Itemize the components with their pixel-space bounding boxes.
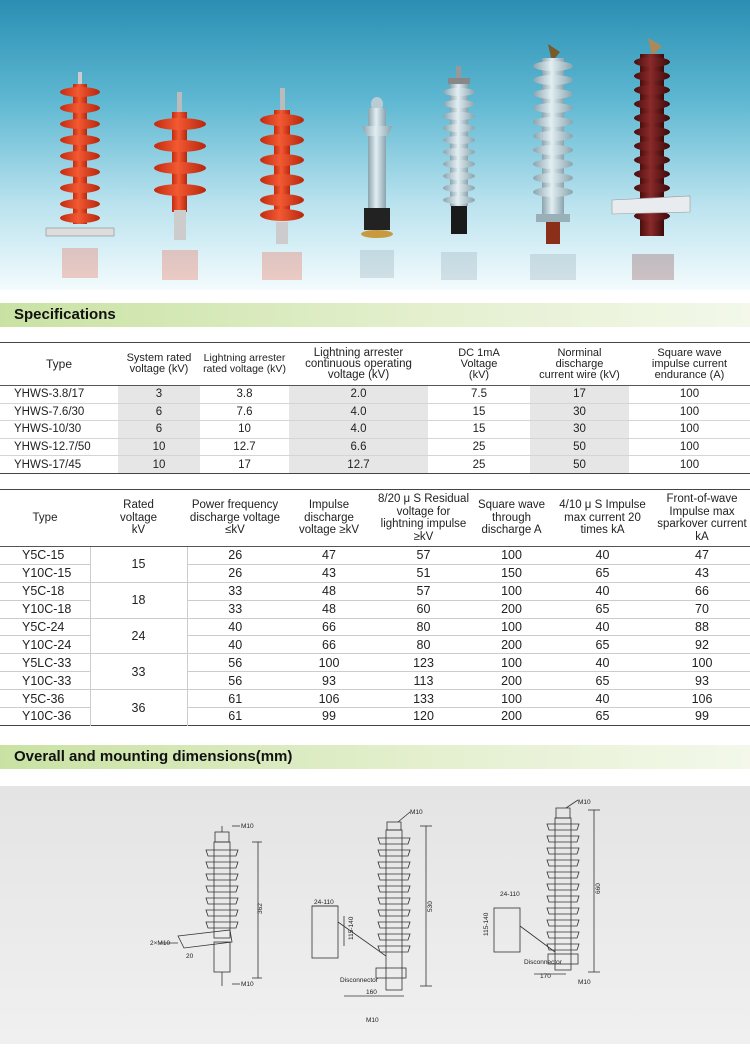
table-cell: 99 (283, 708, 375, 726)
table-cell: 66 (283, 636, 375, 654)
table-row (0, 438, 750, 456)
col-header-rated-voltage: Lightning arrester rated voltage (kV) (200, 343, 289, 386)
table-cell: 120 (375, 708, 472, 726)
table-header-row (0, 490, 750, 547)
table-cell: 30 (530, 421, 629, 439)
d2-bracket-w: 24-110 (314, 899, 334, 906)
table-cell: 17 (530, 386, 629, 404)
cell-rated-voltage: 18 (90, 582, 187, 618)
drawing-3 (494, 800, 600, 974)
arrester-5 (441, 66, 477, 280)
table-cell: 17 (200, 456, 289, 474)
table-cell: 106 (654, 690, 750, 708)
arrester-7 (612, 38, 690, 280)
table-cell: 51 (375, 564, 472, 582)
table-cell: 100 (629, 456, 750, 474)
table-cell: 100 (472, 547, 551, 565)
table-cell: 65 (551, 636, 654, 654)
table-cell: 65 (551, 708, 654, 726)
table-cell: 40 (187, 636, 283, 654)
cell-type: Y10C-33 (0, 672, 90, 690)
d3-bracket-w: 24-110 (500, 891, 520, 898)
arrester-6 (530, 44, 576, 280)
table-cell: 56 (187, 654, 283, 672)
table-cell: 40 (551, 690, 654, 708)
cell-type: YHWS-10/30 (0, 421, 118, 439)
table-cell: 40 (187, 618, 283, 636)
table-cell: 100 (472, 690, 551, 708)
table-cell: 10 (118, 456, 200, 474)
cell-type: YHWS-3.8/17 (0, 386, 118, 404)
d3-base: 170 (540, 973, 551, 980)
table-cell: 100 (472, 654, 551, 672)
col-header-discharge-current: Norminal discharge current wire (kV) (530, 343, 629, 386)
col-header-type: Type (0, 343, 118, 386)
table-cell: 133 (375, 690, 472, 708)
table-cell: 100 (629, 438, 750, 456)
technical-drawings (0, 786, 750, 1044)
col-header-type: Type (0, 490, 90, 547)
table-cell: 200 (472, 636, 551, 654)
cell-type: YHWS-12.7/50 (0, 438, 118, 456)
spec-table-y5c (0, 489, 750, 726)
product-photo-banner (0, 0, 750, 290)
spec-table-yhws (0, 342, 750, 474)
table-cell: 2.0 (289, 386, 428, 404)
table-cell: 100 (472, 582, 551, 600)
d3-bottom-label: M10 (578, 979, 591, 986)
table-cell: 80 (375, 636, 472, 654)
table-row (0, 456, 750, 474)
table-cell: 100 (629, 386, 750, 404)
table-cell: 100 (629, 421, 750, 439)
cell-rated-voltage: 33 (90, 654, 187, 690)
arrester-3 (260, 88, 304, 280)
specifications-heading: Specifications (0, 303, 750, 327)
d2-base: 160 (366, 989, 377, 996)
col-header-rated-voltage: Rated voltage kV (90, 490, 187, 547)
dimension-drawings (0, 786, 750, 1044)
table-cell: 61 (187, 708, 283, 726)
col-header-impulse-discharge: Impulse discharge voltage ≥kV (283, 490, 375, 547)
arrester-4 (360, 97, 394, 278)
table-row (0, 618, 750, 636)
table-cell: 6 (118, 403, 200, 421)
table-cell: 25 (428, 456, 530, 474)
table-cell: 43 (654, 564, 750, 582)
col-header-dc-voltage: DC 1mA Voltage (kV) (428, 343, 530, 386)
col-header-power-frequency: Power frequency discharge voltage ≤kV (187, 490, 283, 547)
col-header-square-wave: Square wave through discharge A (472, 490, 551, 547)
table-cell: 93 (654, 672, 750, 690)
table-cell: 47 (283, 547, 375, 565)
table-cell: 30 (530, 403, 629, 421)
table-cell: 200 (472, 600, 551, 618)
table-cell: 7.6 (200, 403, 289, 421)
table-cell: 6.6 (289, 438, 428, 456)
table-cell: 26 (187, 547, 283, 565)
cell-type: Y10C-36 (0, 708, 90, 726)
table-cell: 65 (551, 672, 654, 690)
cell-type: Y5C-15 (0, 547, 90, 565)
d3-bracket-h: 115-140 (483, 912, 490, 936)
table-cell: 65 (551, 600, 654, 618)
table-cell: 26 (187, 564, 283, 582)
table-header-row (0, 343, 750, 386)
table-cell: 10 (200, 421, 289, 439)
col-header-system-voltage: System rated voltage (kV) (118, 343, 200, 386)
table-cell: 57 (375, 582, 472, 600)
cell-rated-voltage: 24 (90, 618, 187, 654)
cell-type: Y5C-18 (0, 582, 90, 600)
d3-height: 660 (595, 883, 602, 894)
d2-disconnector: Disconnector (340, 977, 378, 984)
table-cell: 106 (283, 690, 375, 708)
table-cell: 123 (375, 654, 472, 672)
table-cell: 100 (283, 654, 375, 672)
table-cell: 200 (472, 708, 551, 726)
cell-type: Y5LC-33 (0, 654, 90, 672)
table-cell: 12.7 (200, 438, 289, 456)
cell-rated-voltage: 15 (90, 547, 187, 583)
table-cell: 50 (530, 456, 629, 474)
drawing-1 (160, 826, 262, 986)
table-cell: 113 (375, 672, 472, 690)
table-cell: 4.0 (289, 421, 428, 439)
table-cell: 48 (283, 600, 375, 618)
d3-disconnector: Disconnector (524, 959, 562, 966)
cell-type: Y5C-36 (0, 690, 90, 708)
table-cell: 33 (187, 600, 283, 618)
table-cell: 3 (118, 386, 200, 404)
table-cell: 12.7 (289, 456, 428, 474)
table-row (0, 654, 750, 672)
table-cell: 15 (428, 421, 530, 439)
table-cell: 61 (187, 690, 283, 708)
table-cell: 100 (654, 654, 750, 672)
col-header-impulse-max-current: 4/10 μ S Impulse max current 20 times kA (551, 490, 654, 547)
table-cell: 100 (629, 403, 750, 421)
table-row (0, 386, 750, 404)
table-cell: 25 (428, 438, 530, 456)
col-header-continuous-voltage: Lightning arrester continuous operating voltage (kV) (289, 343, 428, 386)
cell-type: Y5C-24 (0, 618, 90, 636)
table-cell: 40 (551, 654, 654, 672)
table-cell: 4.0 (289, 403, 428, 421)
cell-rated-voltage: 36 (90, 690, 187, 726)
cell-type: YHWS-17/45 (0, 456, 118, 474)
table-row (0, 421, 750, 439)
table-cell: 88 (654, 618, 750, 636)
d1-height: 362 (257, 903, 264, 914)
d2-bottom-label: M10 (366, 1017, 379, 1024)
col-header-residual-voltage: 8/20 μ S Residual voltage for lightning impulse ≥kV (375, 490, 472, 547)
d3-top-label: M10 (578, 799, 591, 806)
table-cell: 57 (375, 547, 472, 565)
table-cell: 100 (472, 618, 551, 636)
d2-bracket-h: 115-140 (348, 916, 355, 940)
table-cell: 48 (283, 582, 375, 600)
table-cell: 92 (654, 636, 750, 654)
table-cell: 40 (551, 582, 654, 600)
table-cell: 65 (551, 564, 654, 582)
table-cell: 70 (654, 600, 750, 618)
cell-type: Y10C-18 (0, 600, 90, 618)
table-cell: 66 (654, 582, 750, 600)
d1-bottom-label: M10 (241, 981, 254, 988)
d2-top-label: M10 (410, 809, 423, 816)
table-cell: 80 (375, 618, 472, 636)
table-row (0, 547, 750, 565)
table-cell: 93 (283, 672, 375, 690)
arresters-illustration (0, 0, 750, 290)
cell-type: Y10C-15 (0, 564, 90, 582)
d1-small: 20 (186, 953, 194, 960)
arrester-1 (46, 72, 114, 278)
col-header-front-of-wave: Front-of-wave Impulse max sparkover current kA (654, 490, 750, 547)
table-cell: 10 (118, 438, 200, 456)
dimensions-heading: Overall and mounting dimensions(mm) (0, 745, 750, 769)
arrester-2 (154, 92, 206, 280)
table-row (0, 690, 750, 708)
table-cell: 33 (187, 582, 283, 600)
table-cell: 15 (428, 403, 530, 421)
table-cell: 60 (375, 600, 472, 618)
d1-top-label: M10 (241, 823, 254, 830)
cell-type: Y10C-24 (0, 636, 90, 654)
table-cell: 50 (530, 438, 629, 456)
table-cell: 43 (283, 564, 375, 582)
table-cell: 99 (654, 708, 750, 726)
d2-height: 530 (427, 901, 434, 912)
table-cell: 40 (551, 618, 654, 636)
d1-side-label: 2×M10 (150, 940, 171, 947)
table-cell: 66 (283, 618, 375, 636)
table-row (0, 403, 750, 421)
table-cell: 40 (551, 547, 654, 565)
col-header-square-wave: Square wave impulse current endurance (A) (629, 343, 750, 386)
table-cell: 3.8 (200, 386, 289, 404)
table-cell: 200 (472, 672, 551, 690)
table-cell: 150 (472, 564, 551, 582)
table-cell: 56 (187, 672, 283, 690)
table-cell: 47 (654, 547, 750, 565)
table-row (0, 582, 750, 600)
table-cell: 7.5 (428, 386, 530, 404)
table-cell: 6 (118, 421, 200, 439)
cell-type: YHWS-7.6/30 (0, 403, 118, 421)
